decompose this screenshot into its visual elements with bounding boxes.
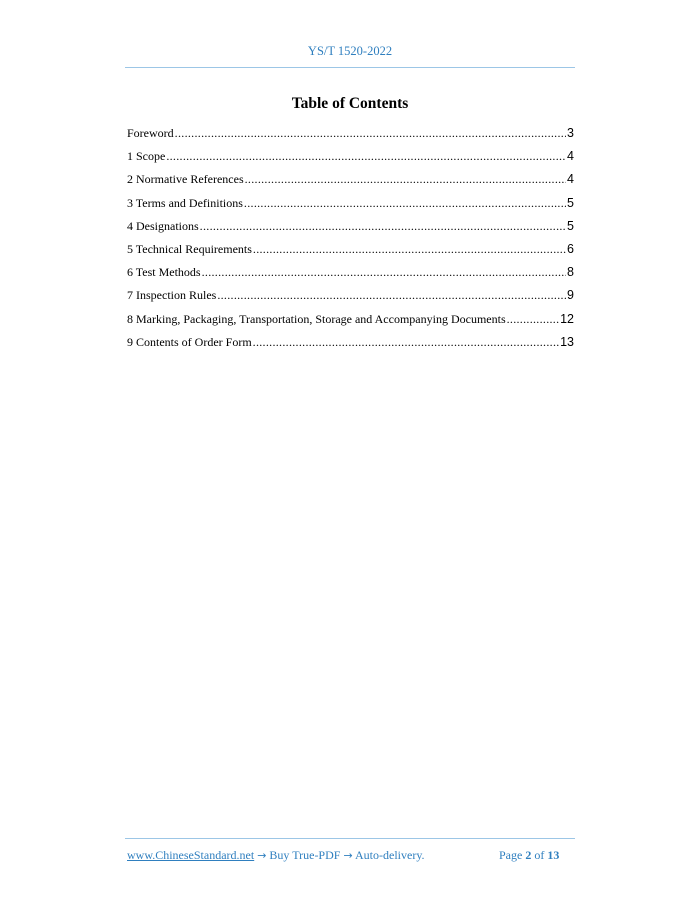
toc-entry-technical-requirements[interactable]	[127, 242, 574, 265]
toc-entry-label: 7 Inspection Rules	[127, 288, 217, 303]
toc-leader-dots	[200, 219, 566, 234]
of-word: of	[534, 848, 545, 862]
toc-entry-page: 12	[560, 311, 574, 326]
toc-leader-dots	[253, 335, 559, 350]
toc-leader-dots	[202, 265, 566, 280]
page-word: Page	[499, 848, 523, 862]
toc-leader-dots	[166, 149, 566, 164]
toc-entry-label: Foreword	[127, 126, 174, 140]
toc-entry-label: 2 Normative References	[127, 172, 244, 187]
footer-promo	[127, 848, 425, 863]
toc-title: Table of Contents	[291, 95, 409, 112]
toc-entry-label: 8 Marking, Packaging, Transportation, Storage and Accompanying Documents	[127, 311, 506, 326]
toc-entry-label: 9 Contents of Order Form	[127, 334, 252, 349]
toc-entry-page: 3	[567, 126, 574, 140]
website-link[interactable]: www.ChineseStandard.net	[127, 848, 255, 862]
arrow-right-icon: →	[343, 849, 353, 862]
toc-entry-page: 6	[567, 241, 574, 256]
footer-divider	[125, 838, 575, 839]
toc-entry-label: 1 Scope	[127, 149, 166, 164]
toc-entry-label: 6 Test Methods	[127, 265, 201, 280]
toc-leader-dots	[245, 172, 566, 187]
toc-entry-page: 5	[567, 195, 574, 210]
buy-true-pdf-text: Buy True-PDF	[269, 848, 341, 862]
toc-entry-label: 5 Technical Requirements	[127, 241, 252, 256]
toc-leader-dots	[253, 242, 566, 257]
arrow-right-icon: →	[257, 849, 267, 862]
page-total-number: 13	[547, 848, 560, 862]
auto-delivery-text: Auto-delivery.	[355, 848, 425, 862]
toc-entry-page: 4	[567, 149, 574, 164]
toc-entry-inspection-rules[interactable]	[127, 288, 574, 311]
toc-entry-page: 9	[567, 288, 574, 303]
toc-entry-scope[interactable]	[127, 149, 574, 172]
toc-entry-normative-references[interactable]	[127, 172, 574, 195]
toc-leader-dots	[175, 126, 566, 141]
toc-entry-page: 13	[560, 334, 574, 349]
toc-entry-label: 3 Terms and Definitions	[127, 195, 243, 210]
page-indicator	[499, 848, 559, 863]
toc-entry-designations[interactable]	[127, 219, 574, 242]
toc-entry-page: 5	[567, 218, 574, 233]
page-current-number: 2	[525, 848, 532, 862]
header-divider	[125, 67, 575, 68]
toc-leader-dots	[244, 196, 566, 211]
toc-leader-dots	[217, 288, 566, 303]
toc-entry-page: 8	[567, 265, 574, 280]
toc-entry-order-form[interactable]	[127, 335, 574, 358]
toc-leader-dots	[507, 312, 559, 327]
toc-entry-label: 4 Designations	[127, 218, 199, 233]
toc-entry-test-methods[interactable]	[127, 265, 574, 288]
toc-entry-terms-definitions[interactable]	[127, 196, 574, 219]
toc-entry-foreword[interactable]	[127, 126, 574, 149]
toc-entry-marking-packaging[interactable]	[127, 312, 574, 335]
toc-list	[127, 126, 574, 358]
toc-entry-page: 4	[567, 172, 574, 187]
document-code-header: YS/T 1520-2022	[307, 44, 393, 58]
